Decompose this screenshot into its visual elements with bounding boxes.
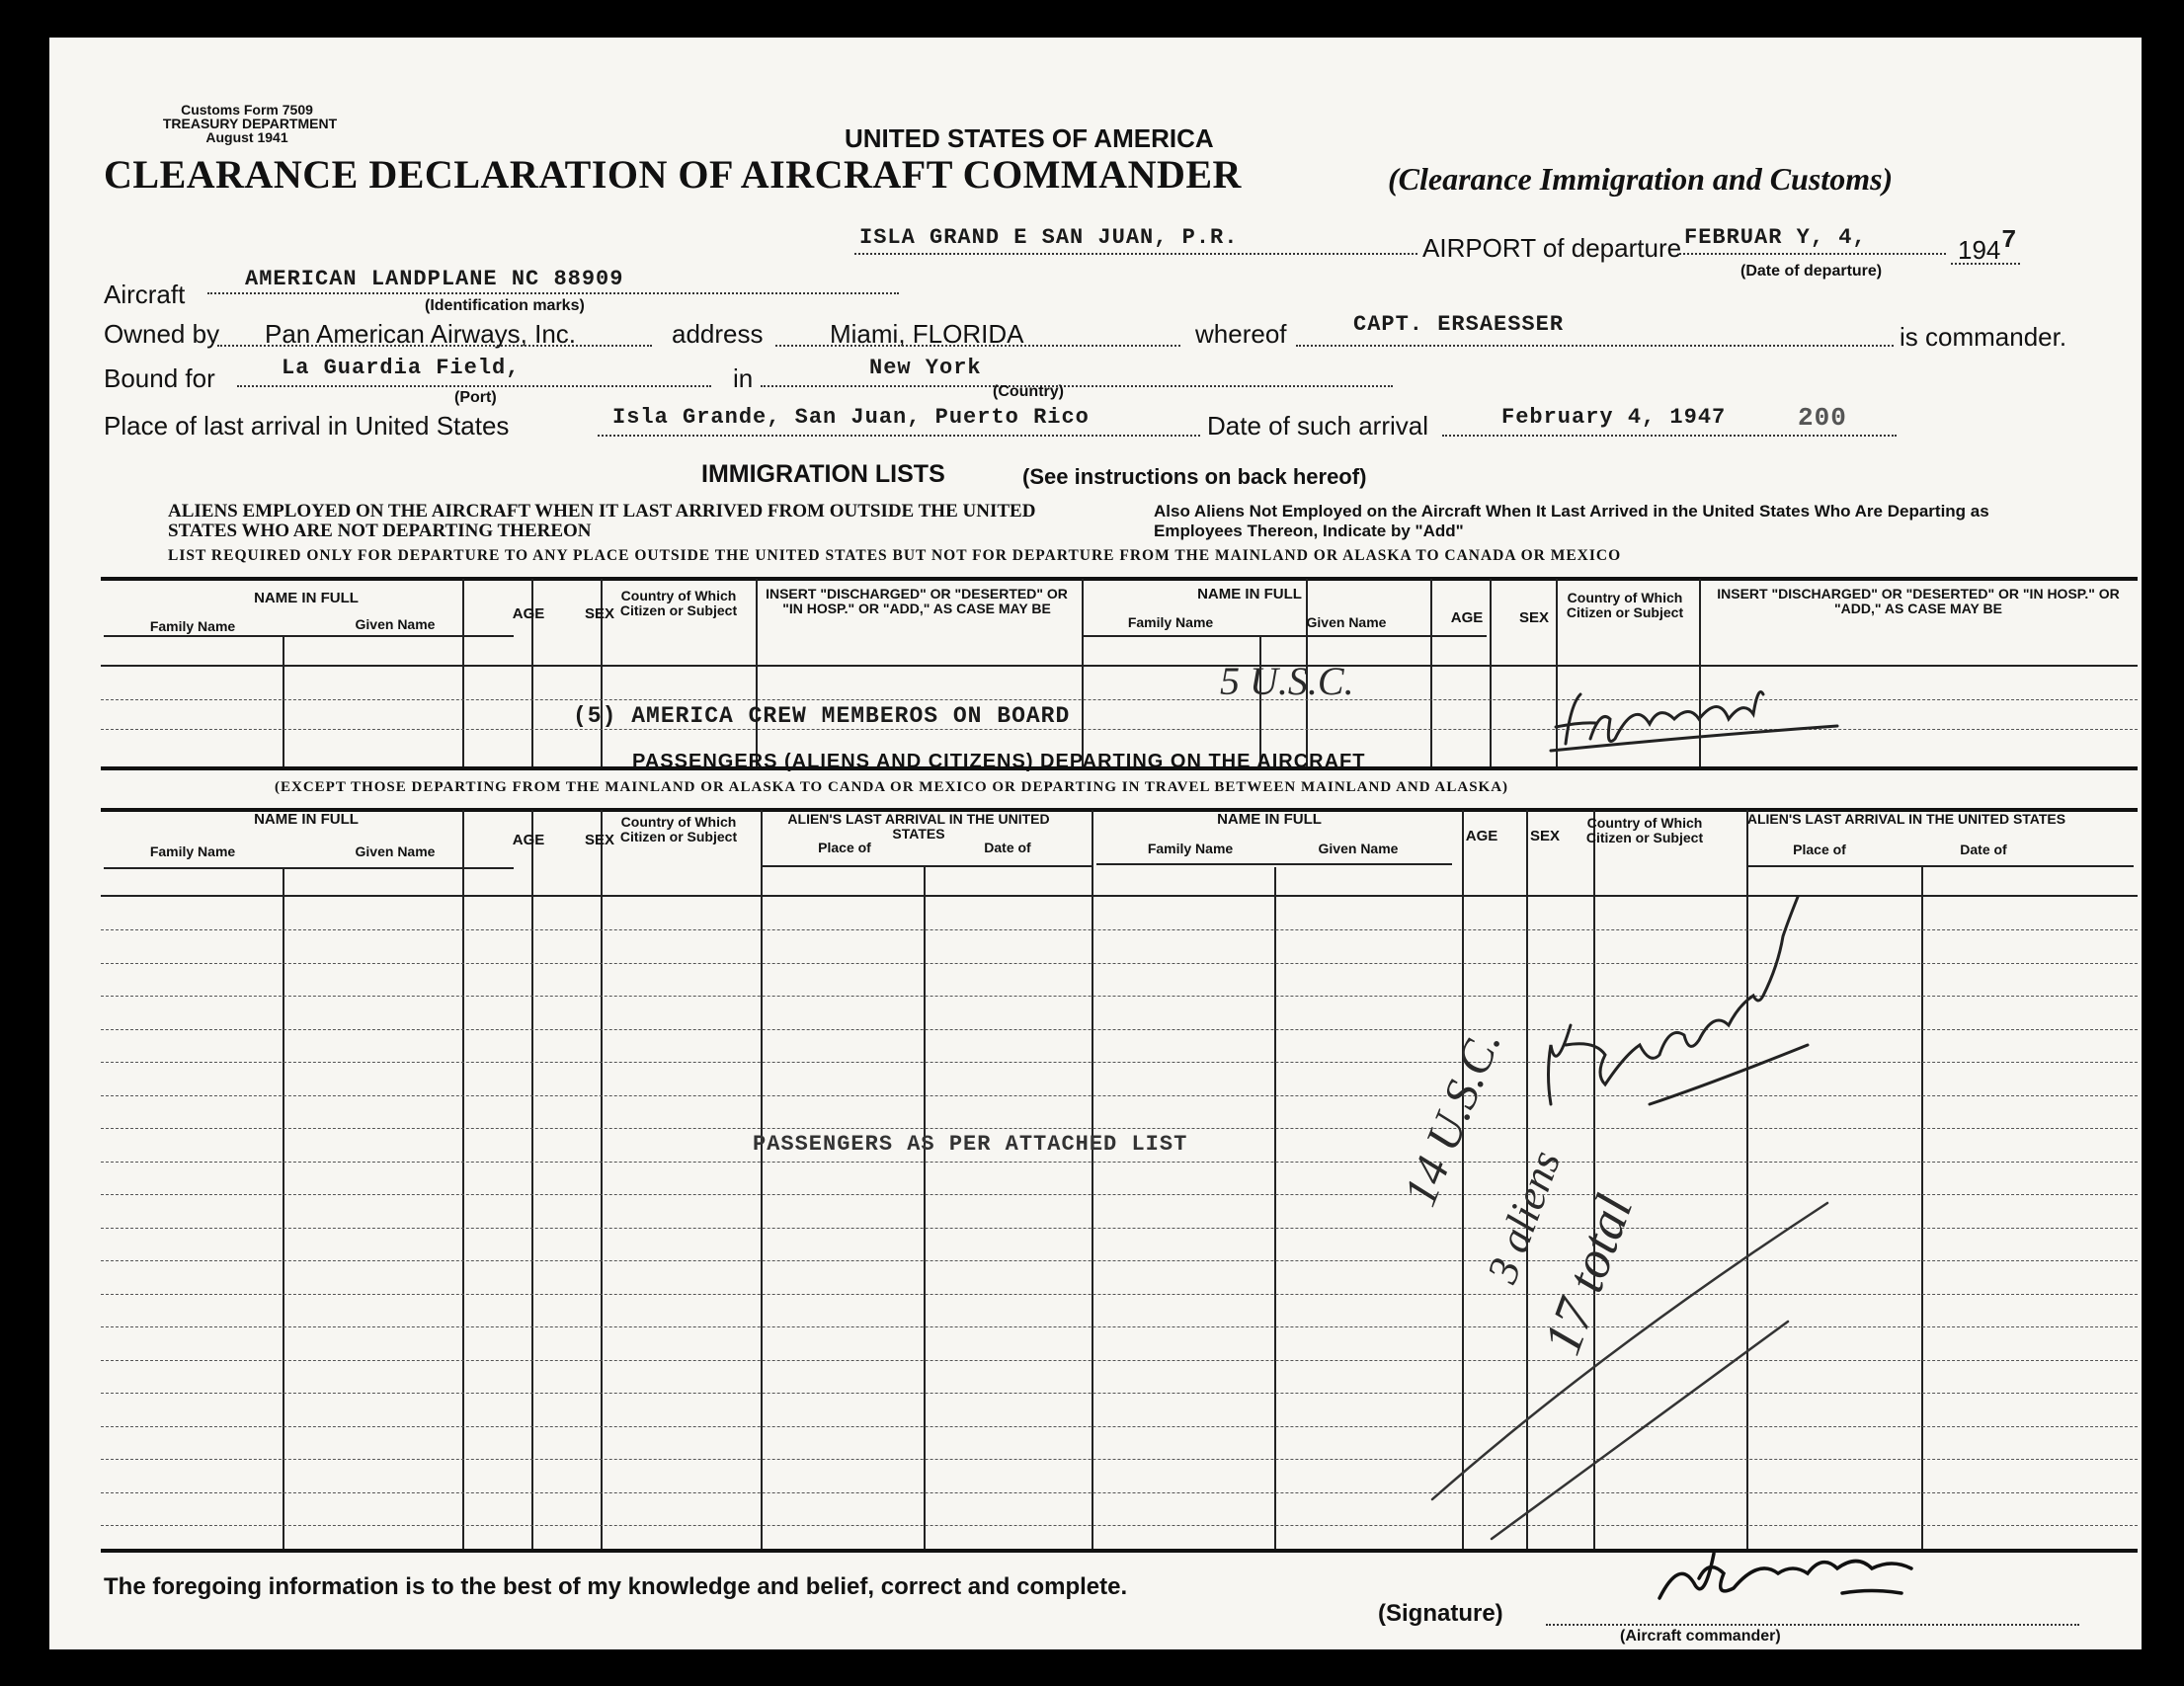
pax-age: AGE: [512, 832, 545, 848]
form-department: TREASURY DEPARTMENT: [162, 116, 338, 131]
signature-caption: (Aircraft commander): [1620, 1628, 1781, 1645]
immigration-required-note: LIST REQUIRED ONLY FOR DEPARTURE TO ANY PLACE OUTSIDE THE UNITED STATES BUT NOT FOR DEPARTURE FROM THE MAINLAND OR ALASKA TO CANADA OR MEXICO: [168, 547, 1622, 564]
pax-family-name-2: Family Name: [1147, 841, 1234, 856]
crew-insert-2: INSERT "DISCHARGED" OR "DESERTED" OR "IN HOSP." OR "ADD," AS CASE MAY BE: [1717, 586, 2120, 616]
aircraft-caption: (Identification marks): [425, 297, 585, 314]
pax-name-in-full-2: NAME IN FULL: [1217, 811, 1322, 828]
immigration-title: IMMIGRATION LISTS: [701, 460, 945, 488]
signature-label: (Signature): [1378, 1600, 1503, 1627]
crew-country: Country of Which Citizen or Subject: [619, 588, 738, 618]
commander-signature: [1659, 1554, 1911, 1598]
pax-country: Country of Which Citizen or Subject: [619, 814, 738, 844]
handwriting-overlay: [49, 38, 2142, 1649]
pax-sex-2: SEX: [1529, 828, 1560, 844]
departure-year-suffix: 7: [2001, 225, 2018, 255]
footer-statement: The foregoing information is to the best of my knowledge and belief, correct and complete.: [104, 1573, 1128, 1600]
owner-commander-label: is commander.: [1900, 322, 2067, 352]
form-number: Customs Form 7509: [181, 102, 313, 118]
immigration-left-heading: ALIENS EMPLOYED ON THE AIRCRAFT WHEN IT LAST ARRIVED FROM OUTSIDE THE UNITED STATES WHO ARE NOT DEPARTING THEREON: [168, 501, 1036, 541]
bound-in-label: in: [733, 363, 754, 393]
crew-handwritten-note: 5 U.S.C.: [1220, 659, 1354, 703]
departure-airport-label: AIRPORT of departure: [1422, 233, 1682, 263]
last-arrival-place-value: Isla Grande, San Juan, Puerto Rico: [612, 405, 1090, 430]
pax-name-in-full: NAME IN FULL: [254, 811, 359, 828]
crew-sex-2: SEX: [1518, 609, 1549, 626]
crew-age-2: AGE: [1450, 609, 1484, 626]
last-arrival-date-label: Date of such arrival: [1207, 411, 1428, 441]
departure-year-prefix: 194: [1958, 235, 2001, 265]
form-date: August 1941: [205, 129, 288, 145]
pax-date-of: Date of: [984, 840, 1031, 855]
crew-insert: INSERT "DISCHARGED" OR "DESERTED" OR "IN HOSP." OR "ADD," AS CASE MAY BE: [766, 586, 1068, 616]
aircraft-value: AMERICAN LANDPLANE NC 88909: [245, 267, 624, 291]
crew-name-in-full-2: NAME IN FULL: [1197, 586, 1302, 602]
document-page: [49, 38, 2142, 1649]
last-arrival-label: Place of last arrival in United States: [104, 411, 510, 441]
owner-label: Owned by: [104, 319, 220, 349]
passengers-note: (EXCEPT THOSE DEPARTING FROM THE MAINLAND OR ALASKA TO CANDA OR MEXICO OR DEPARTING IN TRAVEL BETWEEN MAINLAND AND ALASKA): [275, 779, 1509, 795]
bound-label: Bound for: [104, 363, 215, 393]
pax-country-2: Country of Which Citizen or Subject: [1585, 815, 1704, 845]
bound-port-value: La Guardia Field,: [282, 356, 521, 380]
crew-country-2: Country of Which Citizen or Subject: [1566, 590, 1684, 620]
owner-value: Pan American Airways, Inc.: [265, 319, 577, 349]
owner-commander-value: CAPT. ERSAESSER: [1353, 312, 1565, 337]
owner-address-label: address: [672, 319, 764, 349]
diagonal-ink-strokes: [1432, 1203, 1827, 1539]
form-subtitle: (Clearance Immigration and Customs): [1388, 161, 1894, 197]
country-heading: UNITED STATES OF AMERICA: [845, 123, 1214, 153]
crew-name-in-full: NAME IN FULL: [254, 590, 359, 606]
last-arrival-extra: 200: [1798, 403, 1847, 433]
immigration-note: (See instructions on back hereof): [1022, 464, 1367, 489]
pax-sex: SEX: [584, 832, 614, 848]
pax-handwritten-total: 17 total: [1531, 1186, 1645, 1362]
crew-given-name: Given Name: [355, 616, 436, 632]
departure-date-caption: (Date of departure): [1740, 263, 1883, 280]
ramsey-signature-large: [1549, 897, 1809, 1104]
pax-typed-entry: PASSENGERS AS PER ATTACHED LIST: [753, 1132, 1188, 1157]
pax-family-name: Family Name: [149, 843, 236, 859]
crew-family-name: Family Name: [149, 618, 236, 634]
pax-place-of-2: Place of: [1793, 842, 1846, 857]
owner-whereof-label: whereof: [1195, 319, 1287, 349]
bound-country-caption: (Country): [993, 383, 1064, 400]
crew-typed-entry: (5) AMERICA CREW MEMBEROS ON BOARD: [573, 703, 1071, 729]
crew-family-name-2: Family Name: [1127, 614, 1214, 630]
aircraft-label: Aircraft: [104, 280, 186, 309]
ramsey-signature-small: [1551, 692, 1837, 752]
departure-date-value: FEBRUAR Y, 4,: [1684, 225, 1867, 250]
passengers-title: PASSENGERS (ALIENS AND CITIZENS) DEPARTING ON THE AIRCRAFT: [632, 751, 1366, 772]
pax-handwritten-count-1: 14 U.S.C.: [1393, 1022, 1512, 1214]
immigration-right-heading: Also Aliens Not Employed on the Aircraft When It Last Arrived in the United States Who Are Departing as Employees Thereon, Indicate by "Add": [1154, 502, 1989, 540]
last-arrival-date-value: February 4, 1947: [1501, 405, 1727, 430]
pax-last-arrival-2: ALIEN'S LAST ARRIVAL IN THE UNITED STATES: [1746, 811, 2066, 827]
crew-sex: SEX: [584, 605, 614, 622]
bound-country-value: New York: [869, 356, 982, 380]
crew-age: AGE: [512, 605, 545, 622]
pax-place-of: Place of: [818, 840, 871, 855]
pax-handwritten-count-2: 3 aliens: [1477, 1144, 1571, 1290]
owner-address-value: Miami, FLORIDA: [830, 319, 1024, 349]
departure-airport-value: ISLA GRAND E SAN JUAN, P.R.: [859, 225, 1239, 250]
pax-date-of-2: Date of: [1960, 842, 2007, 857]
pax-last-arrival: ALIEN'S LAST ARRIVAL IN THE UNITED STATES: [787, 811, 1050, 842]
form-title: CLEARANCE DECLARATION OF AIRCRAFT COMMANDER: [104, 152, 1242, 197]
pax-age-2: AGE: [1465, 828, 1498, 844]
bound-port-caption: (Port): [454, 389, 497, 406]
pax-given-name-2: Given Name: [1318, 841, 1399, 856]
pax-given-name: Given Name: [355, 843, 436, 859]
crew-given-name-2: Given Name: [1306, 614, 1387, 630]
